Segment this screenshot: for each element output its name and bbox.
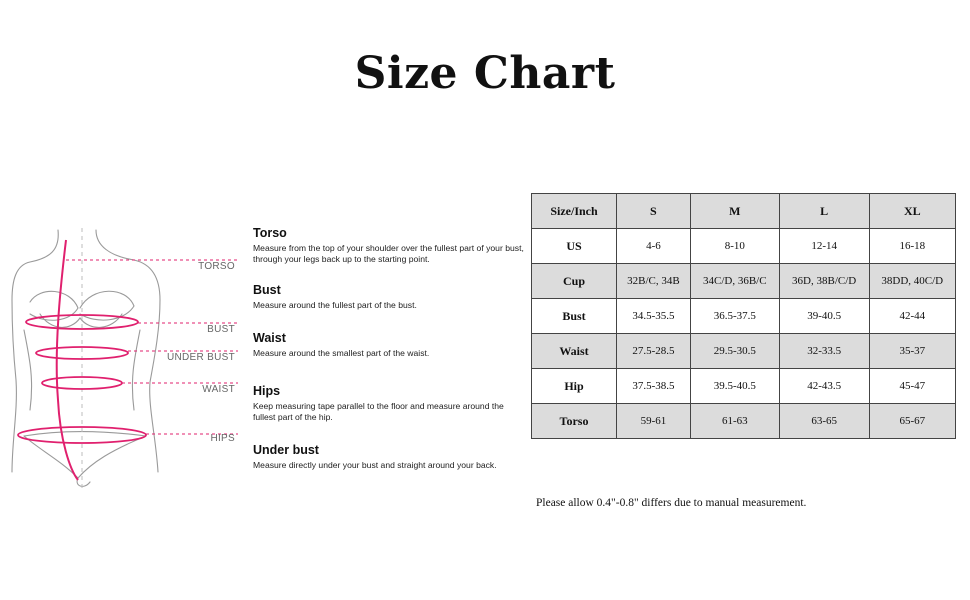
table-cell: 16-18 bbox=[869, 229, 955, 264]
table-cell: 32-33.5 bbox=[779, 334, 869, 369]
table-cell: 65-67 bbox=[869, 404, 955, 439]
figure-label-bust: BUST bbox=[207, 324, 235, 335]
guide-title: Bust bbox=[253, 283, 281, 297]
guide-description: Measure from the top of your shoulder over the fullest part of your bust, through your legs back up to the starting point. bbox=[253, 243, 524, 264]
table-cell: 12-14 bbox=[779, 229, 869, 264]
guide-description: Measure directly under your bust and straight around your back. bbox=[253, 460, 497, 470]
measurement-note: Please allow 0.4"-0.8" differs due to manual measurement. bbox=[536, 497, 807, 509]
table-row bbox=[532, 299, 956, 334]
table-cell: 27.5-28.5 bbox=[617, 334, 691, 369]
table-cell: 42-43.5 bbox=[779, 369, 869, 404]
table-cell: 63-65 bbox=[779, 404, 869, 439]
table-cell: 4-6 bbox=[617, 229, 691, 264]
guide-title: Waist bbox=[253, 331, 286, 345]
guide-waist bbox=[253, 331, 528, 359]
table-header-cell: XL bbox=[869, 194, 955, 229]
table-header-cell: S bbox=[617, 194, 691, 229]
guide-description: Measure around the fullest part of the bust. bbox=[253, 300, 417, 310]
table-cell: 42-44 bbox=[869, 299, 955, 334]
table-cell: 39.5-40.5 bbox=[690, 369, 779, 404]
row-label: US bbox=[532, 229, 617, 264]
table-cell: 36.5-37.5 bbox=[690, 299, 779, 334]
table-cell: 37.5-38.5 bbox=[617, 369, 691, 404]
guide-title: Under bust bbox=[253, 443, 319, 457]
guide-bust bbox=[253, 283, 528, 311]
figure-label-hips: HIPS bbox=[210, 433, 235, 444]
table-row bbox=[532, 404, 956, 439]
guide-title: Hips bbox=[253, 384, 281, 398]
table-cell: 35-37 bbox=[869, 334, 955, 369]
row-label: Waist bbox=[532, 334, 617, 369]
table-cell: 34.5-35.5 bbox=[617, 299, 691, 334]
table-cell: 34C/D, 36B/C bbox=[690, 264, 779, 299]
guide-under-bust bbox=[253, 443, 528, 471]
table-cell: 61-63 bbox=[690, 404, 779, 439]
guide-title: Torso bbox=[253, 226, 287, 240]
body-figure bbox=[0, 210, 250, 500]
size-table bbox=[531, 193, 956, 439]
table-cell: 38DD, 40C/D bbox=[869, 264, 955, 299]
table-row bbox=[532, 229, 956, 264]
row-label: Hip bbox=[532, 369, 617, 404]
table-cell: 59-61 bbox=[617, 404, 691, 439]
table-cell: 8-10 bbox=[690, 229, 779, 264]
table-header-row bbox=[532, 194, 956, 229]
table-row bbox=[532, 334, 956, 369]
row-label: Torso bbox=[532, 404, 617, 439]
guide-description: Keep measuring tape parallel to the floor and measure around the fullest part of the hip. bbox=[253, 401, 504, 422]
figure-label-torso: TORSO bbox=[198, 261, 235, 272]
table-header-cell: L bbox=[779, 194, 869, 229]
guide-description: Measure around the smallest part of the waist. bbox=[253, 348, 430, 358]
table-row bbox=[532, 369, 956, 404]
row-label: Cup bbox=[532, 264, 617, 299]
row-label: Bust bbox=[532, 299, 617, 334]
guide-hips bbox=[253, 384, 528, 423]
guide-torso bbox=[253, 226, 528, 265]
table-cell: 32B/C, 34B bbox=[617, 264, 691, 299]
page-title: Size Chart bbox=[354, 48, 616, 99]
table-header-cell: M bbox=[690, 194, 779, 229]
table-cell: 29.5-30.5 bbox=[690, 334, 779, 369]
figure-label-waist: WAIST bbox=[202, 384, 235, 395]
table-cell: 36D, 38B/C/D bbox=[779, 264, 869, 299]
table-cell: 45-47 bbox=[869, 369, 955, 404]
table-header-cell: Size/Inch bbox=[532, 194, 617, 229]
figure-label-under-bust: UNDER BUST bbox=[166, 352, 235, 363]
table-row bbox=[532, 264, 956, 299]
table-cell: 39-40.5 bbox=[779, 299, 869, 334]
